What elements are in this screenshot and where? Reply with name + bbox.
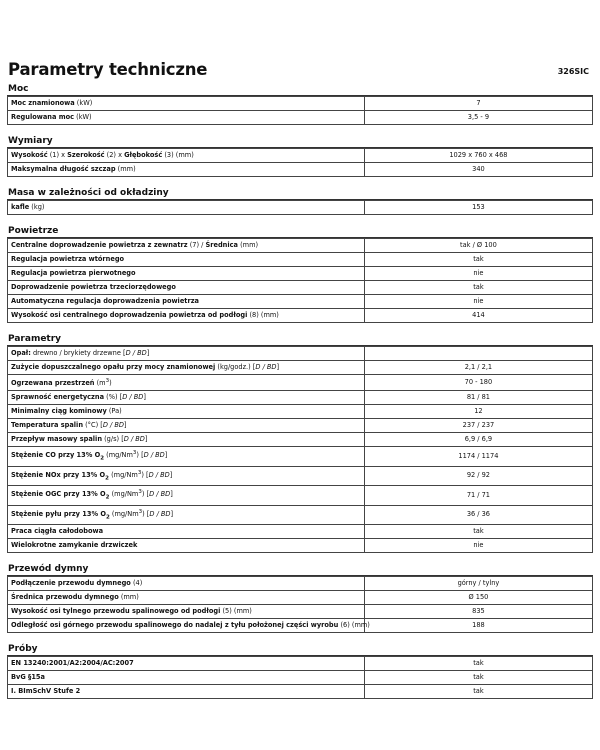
parameter-value: 70 - 180	[364, 375, 592, 391]
parameter-value: Ø 150	[364, 591, 592, 605]
section-title: Próby	[7, 642, 593, 656]
table-row	[8, 419, 593, 433]
spec-section	[7, 224, 593, 323]
parameter-value: tak	[364, 685, 592, 699]
table-row	[8, 375, 593, 391]
parameter-label: Centralne doprowadzenie powietrza z zewnatrz (7) / Średnica (mm)	[8, 239, 365, 253]
table-row	[8, 405, 593, 419]
parameter-label: Opał: drewno / brykiety drzewne [D / BD]	[8, 347, 365, 361]
parameter-value: 835	[364, 605, 592, 619]
parameter-value: 92 / 92	[364, 466, 592, 486]
sheet-header	[7, 58, 593, 82]
spec-section	[7, 134, 593, 177]
parameter-value: nie	[364, 539, 592, 553]
parameter-label: Minimalny ciąg kominowy (Pa)	[8, 405, 365, 419]
parameter-label: Regulacja powietrza wtórnego	[8, 253, 365, 267]
table-row	[8, 539, 593, 553]
parameter-value: tak	[364, 281, 592, 295]
table-row	[8, 486, 593, 506]
parameter-value: tak	[364, 657, 592, 671]
parameter-label: Regulacja powietrza pierwotnego	[8, 267, 365, 281]
parameter-value: 12	[364, 405, 592, 419]
table-row	[8, 619, 593, 633]
parameter-label: I. BImSchV Stufe 2	[8, 685, 365, 699]
parameter-value: 6,9 / 6,9	[364, 433, 592, 447]
parameter-label: Regulowana moc (kW)	[8, 111, 365, 125]
parameter-value: 7	[364, 97, 592, 111]
parameter-value: tak	[364, 671, 592, 685]
parameter-label: Podłączenie przewodu dymnego (4)	[8, 577, 365, 591]
parameter-value: 2,1 / 2,1	[364, 361, 592, 375]
table-row	[8, 267, 593, 281]
parameter-value: 3,5 - 9	[364, 111, 592, 125]
parameter-label: Przepływ masowy spalin (g/s) [D / BD]	[8, 433, 365, 447]
parameter-label: Ogrzewana przestrzeń $(m^3)$	[8, 375, 365, 391]
section-title: Moc	[7, 82, 593, 96]
parameter-label: Stężenie OGC przy 13% $O_2$ (mg/Nm$^3$) [D / BD]	[8, 486, 365, 506]
table-row	[8, 253, 593, 267]
parameter-value: 153	[364, 201, 592, 215]
parameter-label: Moc znamionowa (kW)	[8, 97, 365, 111]
sections-container	[7, 82, 593, 699]
parameter-label: Zużycie dopuszczalnego opału przy mocy znamionowej (kg/godz.) [D / BD]	[8, 361, 365, 375]
spec-table	[7, 96, 593, 125]
parameter-value	[364, 347, 592, 361]
spec-table	[7, 576, 593, 633]
parameter-label: Praca ciągła całodobowa	[8, 525, 365, 539]
parameter-value: 1174 / 1174	[364, 447, 592, 467]
table-row	[8, 111, 593, 125]
parameter-label: Maksymalna długość szczap (mm)	[8, 163, 365, 177]
table-row	[8, 685, 593, 699]
parameter-label: kafle (kg)	[8, 201, 365, 215]
parameter-value: 71 / 71	[364, 486, 592, 506]
spec-section	[7, 562, 593, 633]
table-row	[8, 201, 593, 215]
table-row	[8, 163, 593, 177]
table-row	[8, 505, 593, 525]
parameter-label: Średnica przewodu dymnego (mm)	[8, 591, 365, 605]
parameter-label: Wysokość (1) x Szerokość (2) x Głębokość (3) (mm)	[8, 149, 365, 163]
parameter-label: BvG §15a	[8, 671, 365, 685]
parameter-value: tak	[364, 253, 592, 267]
table-row	[8, 577, 593, 591]
table-row	[8, 97, 593, 111]
table-row	[8, 433, 593, 447]
parameter-value: tak / Ø 100	[364, 239, 592, 253]
table-row	[8, 671, 593, 685]
parameter-value: 36 / 36	[364, 505, 592, 525]
parameter-label: Wielokrotne zamykanie drzwiczek	[8, 539, 365, 553]
parameter-value: 237 / 237	[364, 419, 592, 433]
parameter-value: 81 / 81	[364, 391, 592, 405]
spec-section	[7, 82, 593, 125]
spec-sheet	[7, 58, 593, 708]
table-row	[8, 361, 593, 375]
section-title: Parametry	[7, 332, 593, 346]
table-row	[8, 281, 593, 295]
table-row	[8, 347, 593, 361]
spec-table	[7, 238, 593, 323]
parameter-label: Stężenie pyłu przy 13% $O_2$ (mg/Nm$^3$) [D / BD]	[8, 505, 365, 525]
spec-table	[7, 200, 593, 215]
parameter-label: Temperatura spalin (°C) [D / BD]	[8, 419, 365, 433]
table-row	[8, 466, 593, 486]
table-row	[8, 391, 593, 405]
parameter-label: Stężenie CO przy 13% $O_2$ (mg/Nm$^3$) [D / BD]	[8, 447, 365, 467]
spec-table	[7, 148, 593, 177]
section-title: Masa w zależności od okładziny	[7, 186, 593, 200]
table-row	[8, 525, 593, 539]
parameter-value: górny / tylny	[364, 577, 592, 591]
page-title: Parametry techniczne	[8, 60, 208, 79]
parameter-label: Automatyczna regulacja doprowadzenia powietrza	[8, 295, 365, 309]
parameter-value: nie	[364, 295, 592, 309]
table-row	[8, 239, 593, 253]
parameter-value: 414	[364, 309, 592, 323]
spec-section	[7, 642, 593, 699]
parameter-label: Doprowadzenie powietrza trzeciorzędowego	[8, 281, 365, 295]
parameter-value: 340	[364, 163, 592, 177]
section-title: Powietrze	[7, 224, 593, 238]
table-row	[8, 591, 593, 605]
parameter-label: EN 13240:2001/A2:2004/AC:2007	[8, 657, 365, 671]
spec-table	[7, 346, 593, 553]
table-row	[8, 295, 593, 309]
parameter-label: Odległość osi górnego przewodu spalinowego do nadalej z tyłu położonej części wyrobu (6) (mm)	[8, 619, 365, 633]
spec-section	[7, 186, 593, 215]
parameter-value: tak	[364, 525, 592, 539]
parameter-value: 1029 x 760 x 468	[364, 149, 592, 163]
parameter-value: nie	[364, 267, 592, 281]
parameter-label: Wysokość osi centralnego doprowadzenia powietrza od podłogi (8) (mm)	[8, 309, 365, 323]
table-row	[8, 149, 593, 163]
parameter-label: Sprawność energetyczna (%) [D / BD]	[8, 391, 365, 405]
spec-section	[7, 332, 593, 553]
table-row	[8, 605, 593, 619]
spec-table	[7, 656, 593, 699]
table-row	[8, 657, 593, 671]
parameter-label: Stężenie NOx przy 13% $O_2$ (mg/Nm$^3$) [D / BD]	[8, 466, 365, 486]
section-title: Przewód dymny	[7, 562, 593, 576]
table-row	[8, 447, 593, 467]
parameter-label: Wysokość osi tylnego przewodu spalinowego od podłogi (5) (mm)	[8, 605, 365, 619]
table-row	[8, 309, 593, 323]
section-title: Wymiary	[7, 134, 593, 148]
model-number: 326SIC	[557, 67, 589, 76]
parameter-value: 188	[364, 619, 592, 633]
